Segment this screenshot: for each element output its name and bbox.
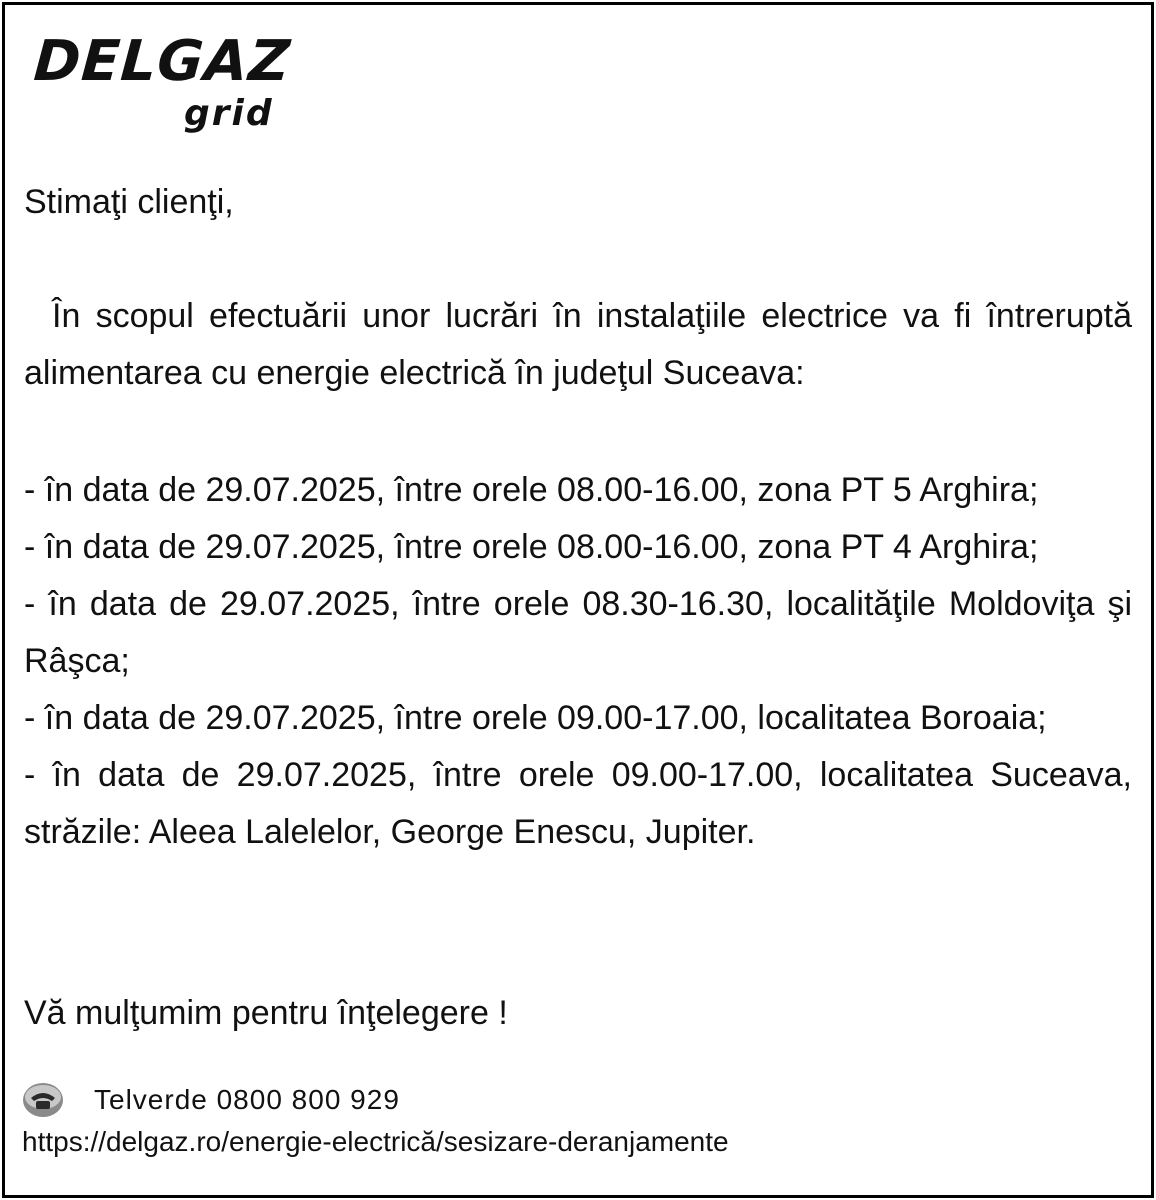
phone-number: Telverde 0800 800 929	[94, 1084, 400, 1115]
intro-paragraph: În scopul efectuării unor lucrări în instalaţiile electrice va fi întreruptă alimentarea cu energie electrică în judeţul Suceava:	[24, 297, 1132, 392]
list-item: - în data de 29.07.2025, între orele 09.00-17.00, localitatea Boroaia;	[24, 699, 1047, 737]
closing-text: Vă mulţumim pentru înţelegere !	[24, 994, 508, 1032]
outage-list	[24, 462, 1132, 861]
list-item: - în data de 29.07.2025, între orele 08.30-16.30, localităţile Moldoviţa şi Râşca;	[24, 585, 1132, 680]
list-item: - în data de 29.07.2025, între orele 09.00-17.00, localitatea Suceava, străzile: Aleea Lalelelor, George Enescu, Jupiter.	[24, 756, 1132, 851]
list-item: - în data de 29.07.2025, între orele 08.00-16.00, zona PT 4 Arghira;	[24, 528, 1039, 566]
phone-icon	[22, 1082, 64, 1118]
logo-main-text: DELGAZ	[31, 29, 293, 94]
delgaz-grid-logo	[31, 29, 294, 134]
logo-sub-text: grid	[184, 93, 274, 134]
complaint-url[interactable]: https://delgaz.ro/energie-electrică/sesizare-deranjamente	[22, 1126, 729, 1157]
list-item: - în data de 29.07.2025, între orele 08.00-16.00, zona PT 5 Arghira;	[24, 471, 1039, 509]
phone-line	[22, 1080, 400, 1120]
greeting: Stimaţi clienţi,	[24, 183, 234, 221]
